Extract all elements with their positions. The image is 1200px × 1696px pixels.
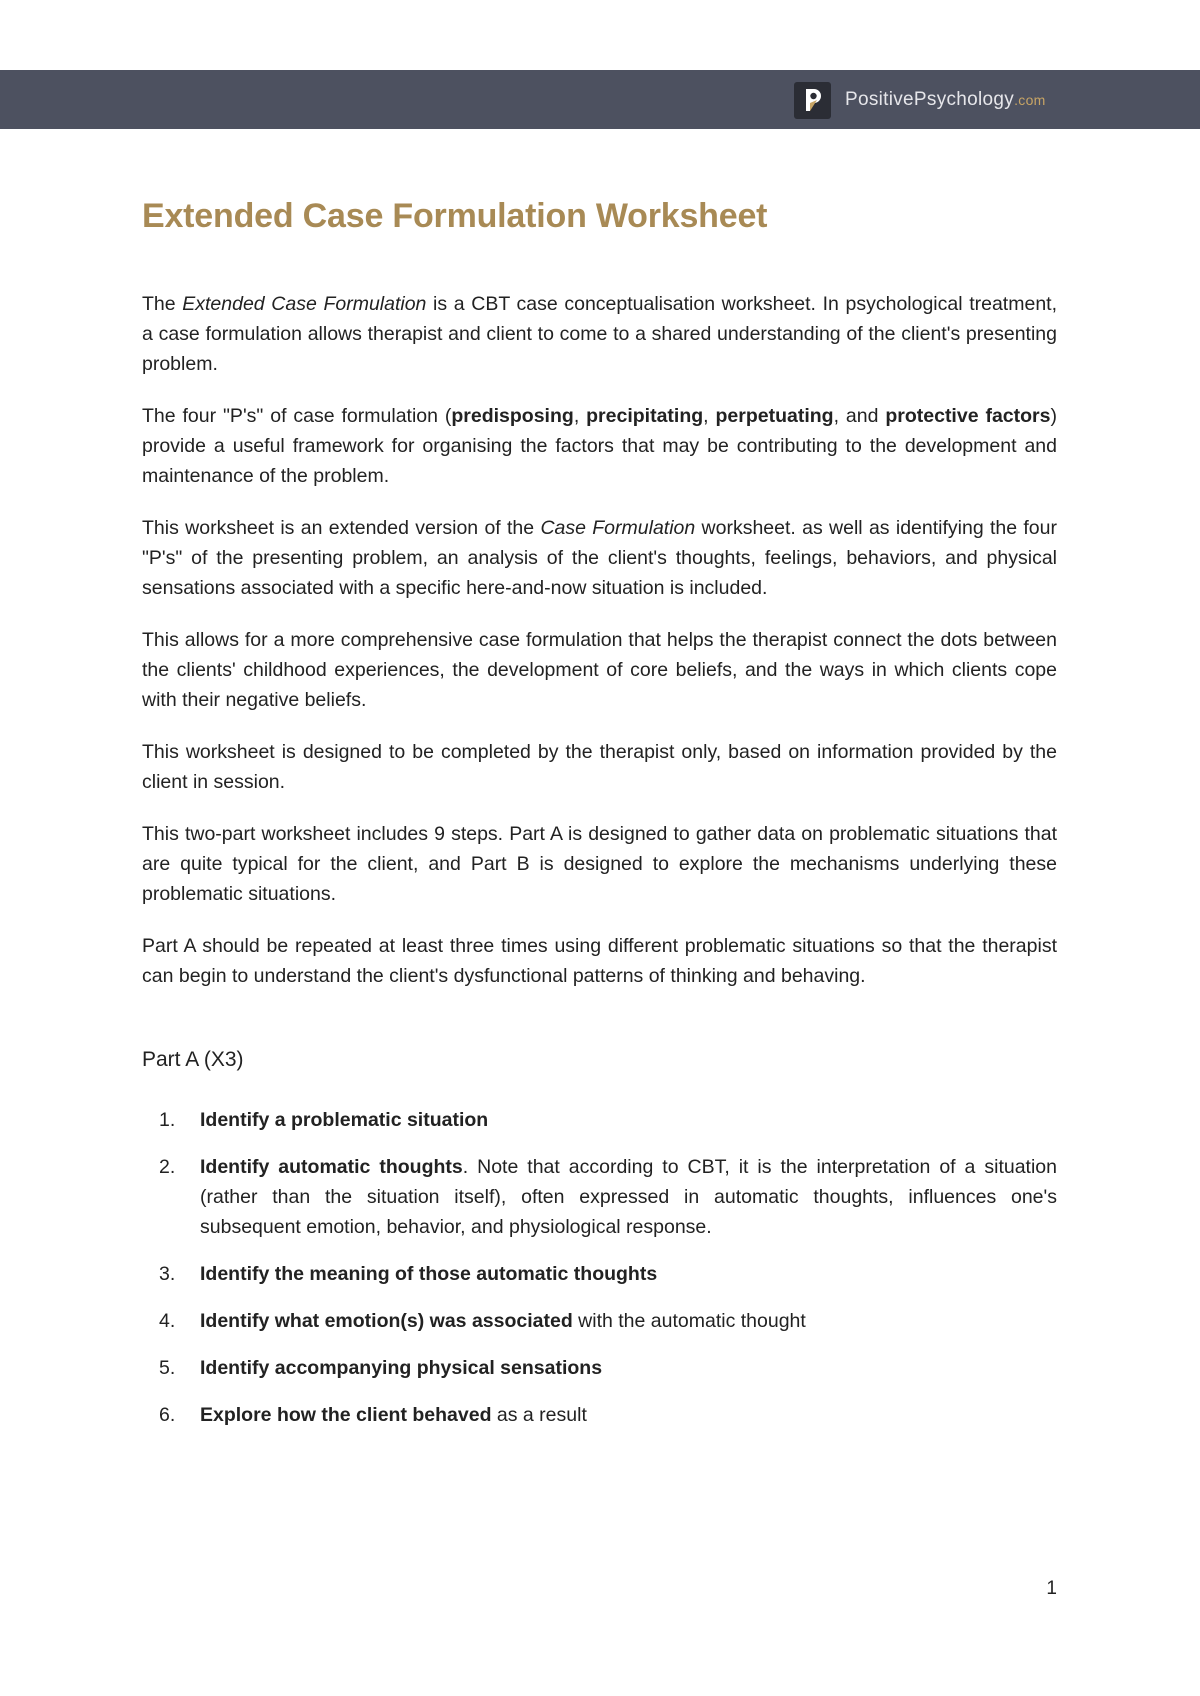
p3-italic-term: Case Formulation: [540, 517, 696, 539]
step-text: as a result: [491, 1404, 587, 1426]
intro-paragraph-6: This two-part worksheet includes 9 steps. Part A is designed to gather data on problematic situations that are quite typical for the client, and Part B is designed to explore the mechanisms underlying these problematic situations.: [142, 823, 1057, 905]
p2-bold-predisposing: predisposing: [451, 405, 574, 427]
step-text: . Note that according to CBT, it is the interpretation of a situation (rather than the situation itself), often expressed in automatic thoughts, influences one's subsequent emotion, behavior, and physiological response.: [200, 1156, 1057, 1238]
step-bold-text: Identify what emotion(s) was associated: [200, 1310, 573, 1332]
step-bold-text: Identify automatic thoughts: [200, 1156, 463, 1178]
step-bold-text: Explore how the client behaved: [200, 1404, 492, 1426]
step-number: 2.: [159, 1156, 176, 1178]
p2-text-e: ,: [703, 405, 716, 427]
intro-paragraph-5: This worksheet is designed to be completed by the therapist only, based on information provided by the client in session.: [142, 741, 1057, 793]
intro-paragraph-7: Part A should be repeated at least three times using different problematic situations so that the therapist can begin to understand the client's dysfunctional patterns of thinking and behaving.: [142, 935, 1057, 987]
step-number: 1.: [159, 1109, 176, 1131]
document-body: [142, 188, 1057, 1447]
step-item: [142, 1400, 1057, 1430]
intro-paragraph-4: This allows for a more comprehensive case formulation that helps the therapist connect the dots between the clients' childhood experiences, the development of core beliefs, and the ways in which clients cope with their negative beliefs.: [142, 629, 1057, 711]
step-number: 6.: [159, 1404, 176, 1426]
step-item: [142, 1259, 1057, 1289]
step-number: 4.: [159, 1310, 176, 1332]
intro-paragraph-1: [142, 289, 1057, 379]
logo-p-icon: [794, 82, 831, 119]
p1-italic-term: Extended Case Formulation: [182, 293, 427, 315]
logo-name: PositivePsychology: [845, 89, 1015, 110]
p2-bold-precipitating: precipitating: [586, 405, 704, 427]
step-number: 3.: [159, 1263, 176, 1285]
part-a-heading: Part A (X3): [142, 1048, 244, 1071]
positivepsychology-logo: [794, 81, 1046, 119]
step-bold-text: Identify accompanying physical sensations: [200, 1357, 603, 1379]
p1-text-a: The: [142, 293, 183, 315]
intro-paragraph-3: [142, 513, 1057, 603]
step-bold-text: Identify the meaning of those automatic thoughts: [200, 1263, 658, 1285]
step-bold-text: Identify a problematic situation: [200, 1109, 489, 1131]
step-item: [142, 1353, 1057, 1383]
step-item: [142, 1105, 1057, 1135]
step-text: with the automatic thought: [572, 1310, 806, 1332]
p2-bold-protective: protective factors: [885, 405, 1051, 427]
p2-text-i: ) provide a useful framework for organising the factors that may be contributing to the development and maintenance of the problem.: [142, 405, 1057, 487]
p2-text-a: The four "P's" of case formulation (: [142, 405, 452, 427]
step-number: 5.: [159, 1357, 176, 1379]
step-item: [142, 1306, 1057, 1336]
page-number: 1: [1046, 1578, 1057, 1599]
logo-suffix: .com: [1014, 92, 1046, 108]
p2-text-g: , and: [833, 405, 886, 427]
step-item: [142, 1152, 1057, 1242]
p3-text-a: This worksheet is an extended version of the: [142, 517, 541, 539]
intro-paragraph-2: [142, 401, 1057, 491]
part-a-steps-list: [142, 1105, 1057, 1430]
p3-text-c: worksheet. as well as identifying the four "P's" of the presenting problem, an analysis of the client's thoughts, feelings, behaviors, and physical sensations associated with a specific here-and-now situation is included.: [142, 517, 1057, 599]
page-title: Extended Case Formulation Worksheet: [142, 197, 768, 235]
p2-bold-perpetuating: perpetuating: [715, 405, 834, 427]
logo-wordmark: [845, 89, 1046, 111]
p2-text-c: ,: [573, 405, 587, 427]
p1-text-c: is a CBT case conceptualisation worksheet. In psychological treatment, a case formulation allows therapist and client to come to a shared understanding of the client's presenting problem.: [142, 293, 1057, 375]
